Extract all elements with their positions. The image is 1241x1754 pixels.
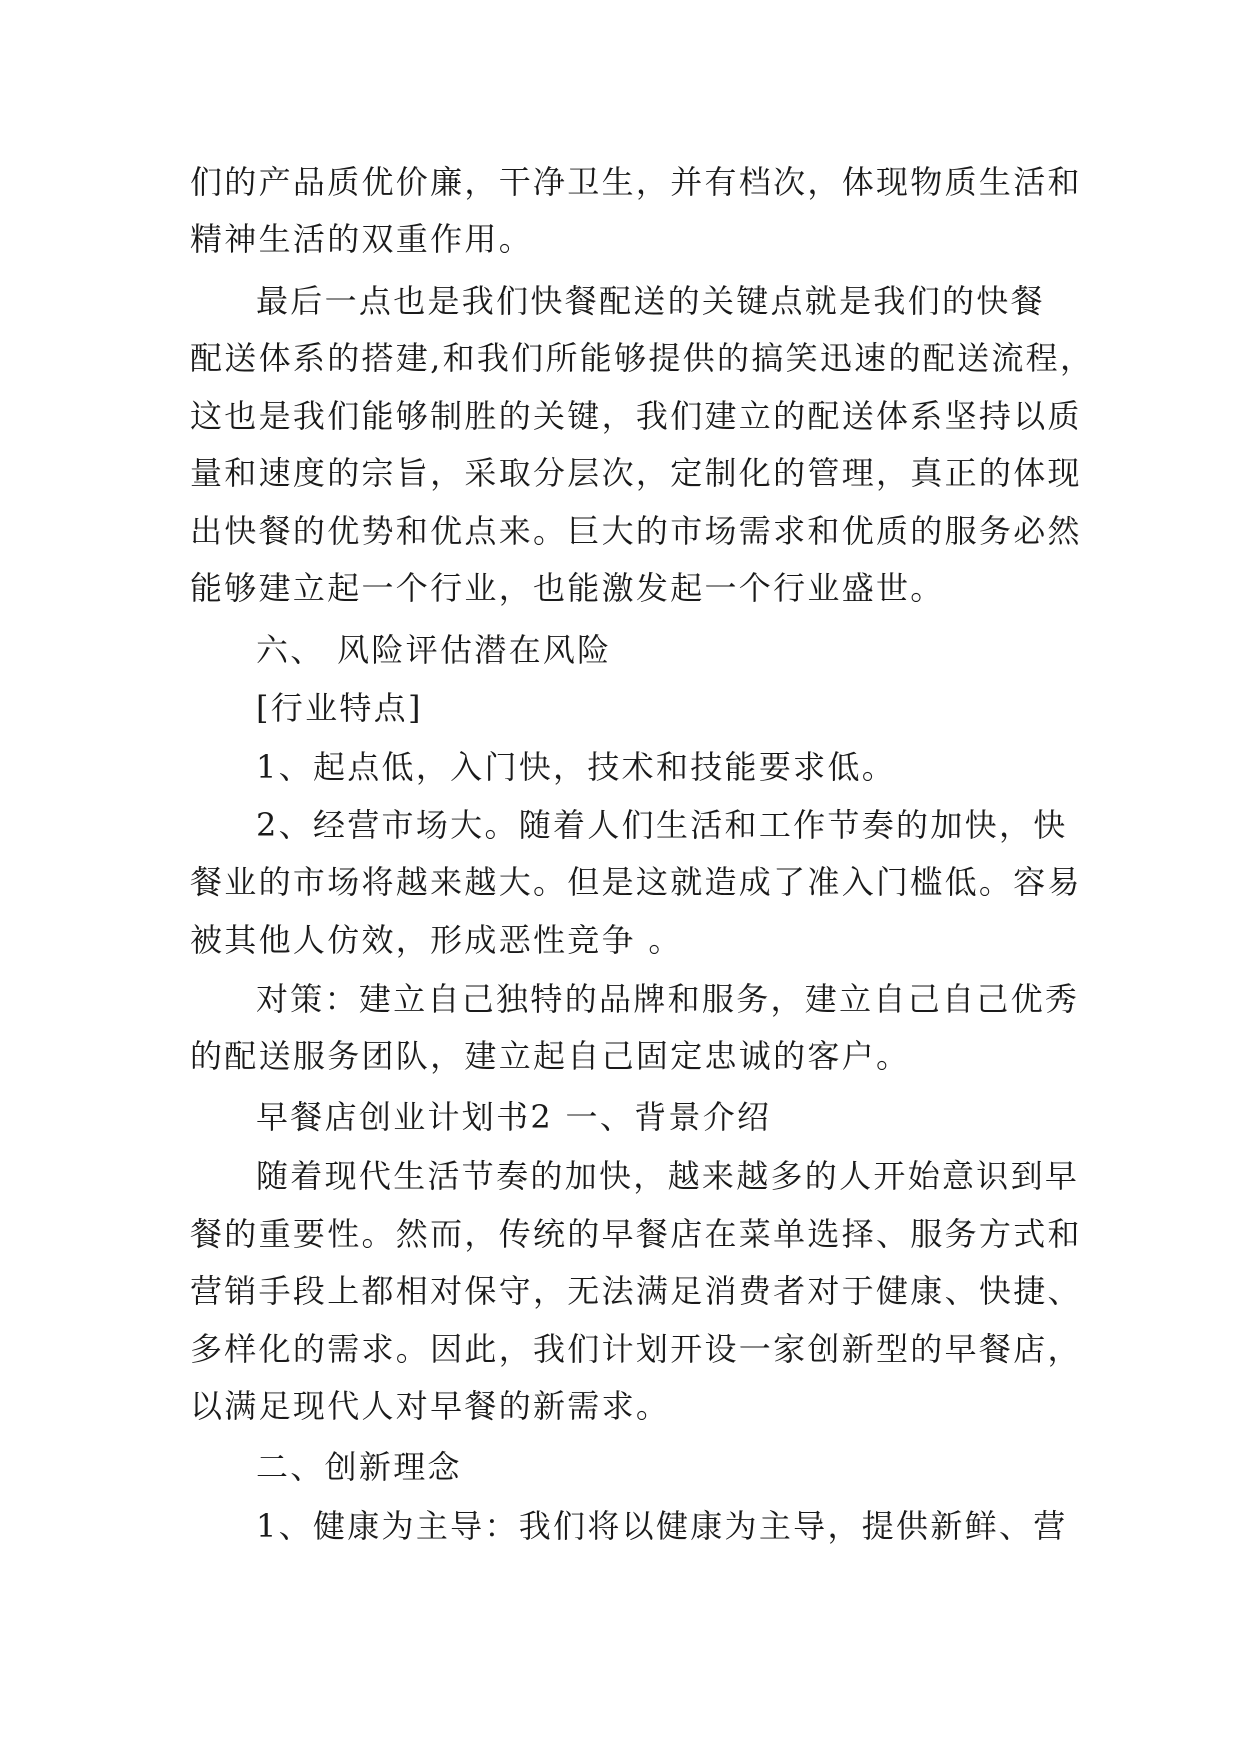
document-title: 早餐店创业计划书2 一、背景介绍 [256,1098,772,1136]
text-line: 餐业的市场将越来越大。但是这就造成了准入门槛低。容易 [190,863,1082,901]
text-line: 量和速度的宗旨，采取分层次，定制化的管理，真正的体现 [190,454,1082,492]
text-line: 随着现代生活节奏的加快，越来越多的人开始意识到早 [256,1157,1080,1195]
text-line: 们的产品质优价廉，干净卫生，并有档次，体现物质生活和 [190,163,1082,201]
text-line: 最后一点也是我们快餐配送的关键点就是我们的快餐 [256,282,1045,320]
list-item: 1、健康为主导：我们将以健康为主导，提供新鲜、营 [256,1507,1068,1545]
text-line: 被其他人仿效，形成恶性竞争 。 [190,921,683,959]
text-line: 对策：建立自己独特的品牌和服务，建立自己自己优秀 [256,980,1080,1018]
text-line: 多样化的需求。因此，我们计划开设一家创新型的早餐店， [190,1330,1082,1368]
subsection-heading: [行业特点] [256,689,423,727]
section-heading: 二、创新理念 [256,1448,462,1486]
text-line: 营销手段上都相对保守，无法满足消费者对于健康、快捷、 [190,1272,1082,1310]
text-line: 精神生活的双重作用。 [190,220,534,258]
section-heading: 六、 风险评估潜在风险 [256,631,612,669]
text-line: 配送体系的搭建,和我们所能够提供的搞笑迅速的配送流程， [190,339,1095,377]
text-line: 的配送服务团队，建立起自己固定忠诚的客户。 [190,1037,911,1075]
text-line: 这也是我们能够制胜的关键，我们建立的配送体系坚持以质 [190,397,1082,435]
list-item: 2、经营市场大。随着人们生活和工作节奏的加快，快 [256,806,1068,844]
list-item: 1、起点低，入门快，技术和技能要求低。 [256,748,897,786]
text-line: 能够建立起一个行业，也能激发起一个行业盛世。 [190,569,945,607]
text-line: 以满足现代人对早餐的新需求。 [190,1387,671,1425]
text-line: 出快餐的优势和优点来。巨大的市场需求和优质的服务必然 [190,512,1082,550]
text-line: 餐的重要性。然而，传统的早餐店在菜单选择、服务方式和 [190,1215,1082,1253]
